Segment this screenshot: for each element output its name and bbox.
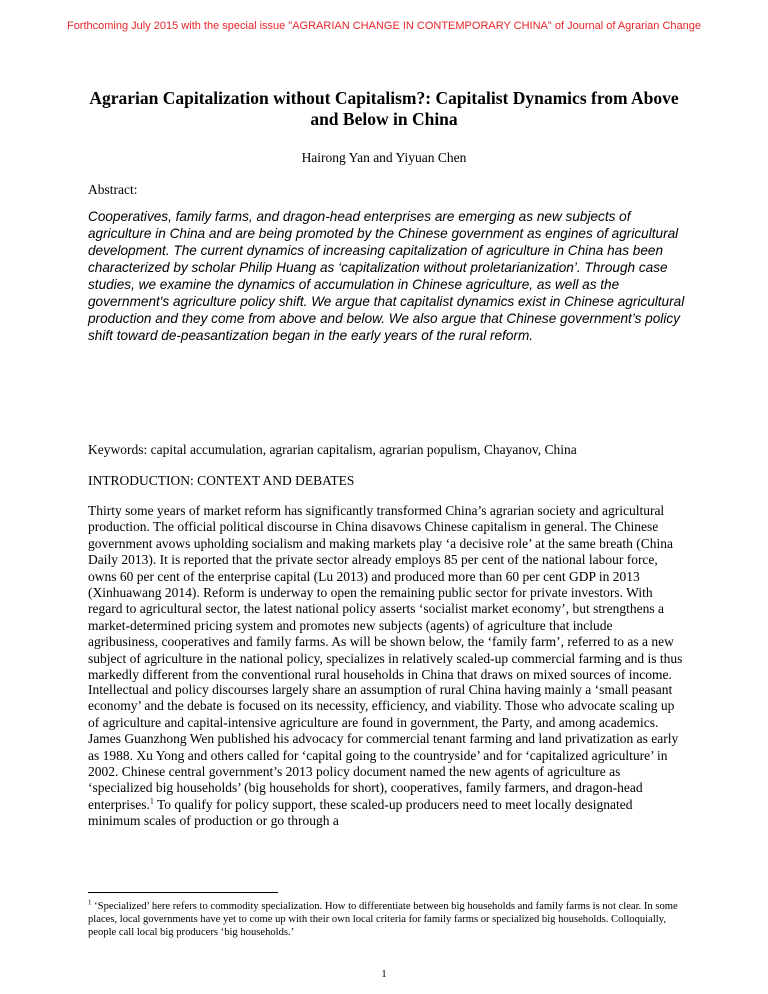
paragraph-2-text-a: Intellectual and policy discourses largely share an assumption of rural China having mainly a ‘small peasant economy’ and the debate is focused on its necessity, efficiency, and viability. Those who advocate scaling up of agriculture and capital-intensive agriculture are found in government, the Party, and among academics. James Guanzhong Wen published his advocacy for commercial tenant farming and land privatization as early as 1988. Xu Yong and others called for ‘capital going to the countryside’ and for ‘capitalized agriculture’ in 2002. Chinese central government’s 2013 policy document named the new agents of agriculture as ‘specialized big households’ (big households for short), cooperatives, family farmers, and dragon-head enterprises. — [88, 682, 679, 812]
journal-header-note: Forthcoming July 2015 with the special issue "AGRARIAN CHANGE IN CONTEMPORARY CHINA" of Journal of Agrarian Change — [66, 20, 702, 32]
paper-title: Agrarian Capitalization without Capitalism?: Capitalist Dynamics from Above and Below in China — [89, 88, 679, 129]
keywords: Keywords: capital accumulation, agrarian capitalism, agrarian populism, Chayanov, China — [88, 442, 577, 457]
body-paragraph-1: Thirty some years of market reform has significantly transformed China’s agrarian society and agricultural production. The official political discourse in China disavows Chinese capitalism in general. The Chinese government avows upholding socialism and making markets play ‘a decisive role’ at the same breath (China Daily 2013). It is reported that the private sector already employs 85 per cent of the national labour force, owns 60 per cent of the enterprise capital (Lu 2013) and produced more than 60 per cent GDP in 2013 (Xinhuawang 2014). Reform is underway to open the remaining public sector for private investors. With regard to agricultural sector, the latest national policy asserts ‘socialist market economy’, but strengthens a market-determined pricing system and promotes new subjects (agents) of agriculture that include agribusiness, cooperatives and family farms. As will be shown below, the ‘family farm’, referred to as a new subject of agriculture in the national policy, specializes in relatively scaled-up commercial farming and is thus markedly different from the conventional rural households in China that draws on mixed sources of income. — [88, 503, 683, 683]
footnote-text: ‘Specialized’ here refers to commodity specialization. How to differentiate between big households and family farms is not clear. In some places, local governments have yet to come up with their own local criteria for family farms or specialized big households. Colloquially, people call local big producers ‘big households.’ — [88, 901, 678, 938]
footnote-reference[interactable]: 1 — [149, 796, 154, 806]
abstract-text: Cooperatives, family farms, and dragon-head enterprises are emerging as new subjects of agriculture in China and are being promoted by the Chinese government as engines of agricultural development. The current dynamics of increasing capitalization of agriculture in China has been characterized by scholar Philip Huang as ‘capitalization without proletarianization’. Through case studies, we examine the dynamics of accumulation in Chinese agriculture, as well as the government's agriculture policy shift. We argue that capitalist dynamics exist in Chinese agricultural production and they come from above and below. We also argue that Chinese government’s policy shift toward de-peasantization began in the early years of the rural reform. — [88, 209, 685, 343]
section-heading: INTRODUCTION: CONTEXT AND DEBATES — [88, 473, 355, 488]
authors: Hairong Yan and Yiyuan Chen — [301, 150, 467, 165]
page-number: 1 — [381, 968, 387, 980]
footnote — [88, 900, 688, 939]
body-paragraph-2 — [88, 682, 684, 830]
footnote-number: 1 — [88, 898, 92, 907]
abstract-label: Abstract: — [88, 182, 138, 197]
paragraph-2-text-b: To qualify for policy support, these scaled-up producers need to meet locally designated minimum scales of production or go through a — [88, 796, 633, 829]
footnote-separator — [88, 892, 278, 893]
